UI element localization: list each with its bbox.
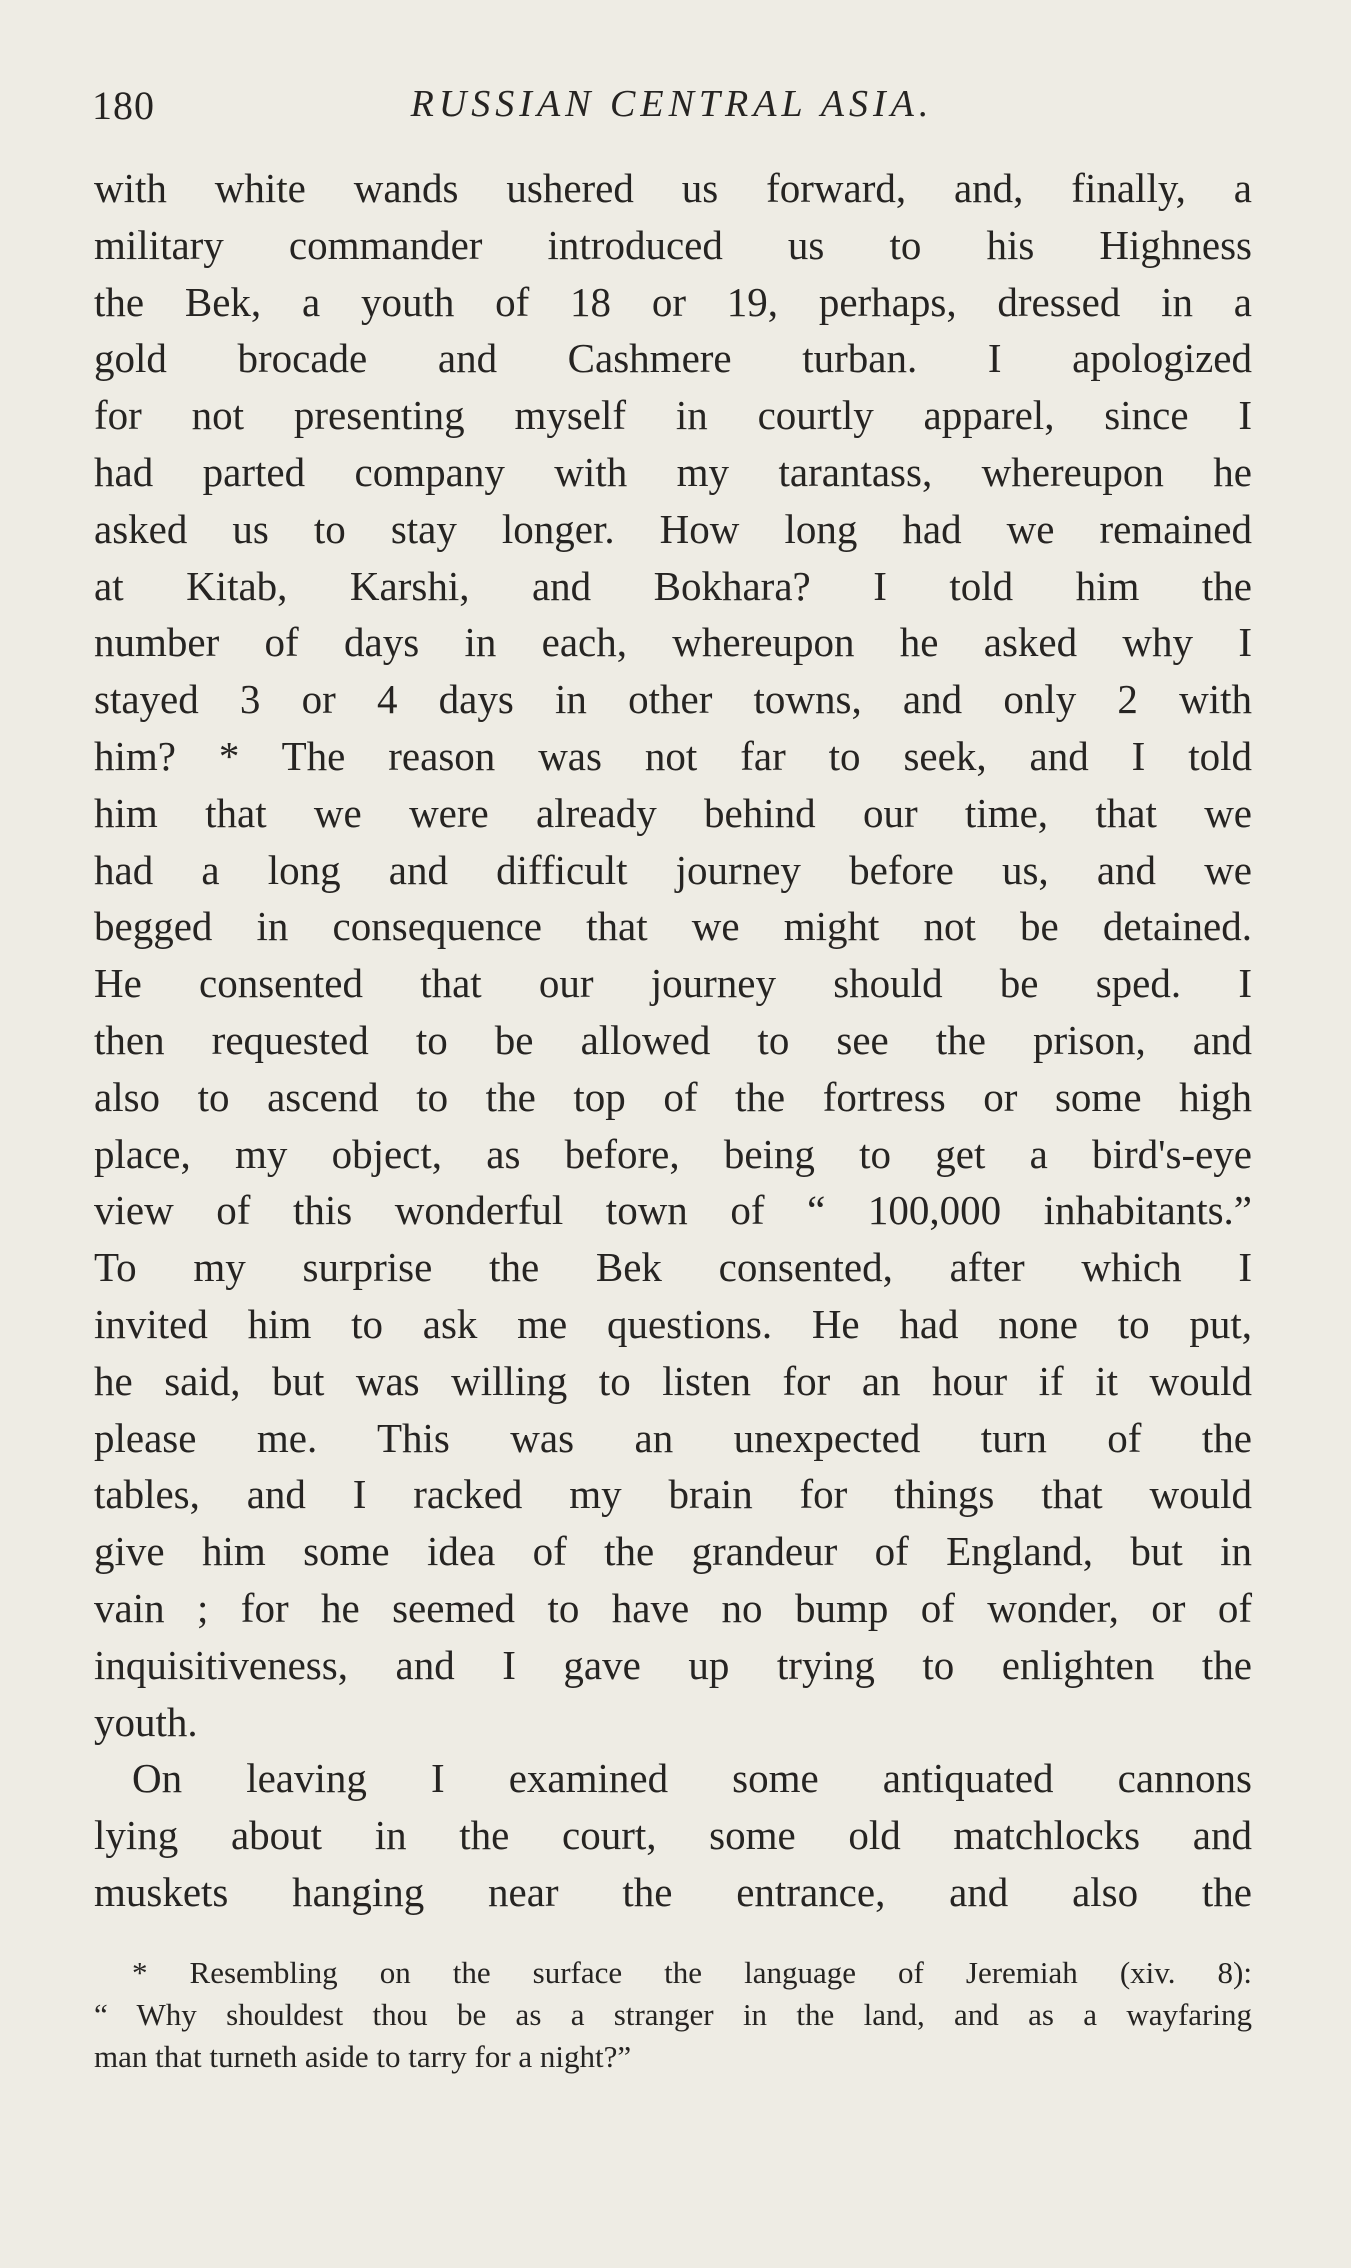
running-title: RUSSIAN CENTRAL ASIA. bbox=[410, 83, 934, 125]
text-line: lying about in the court, some old matchlocks and bbox=[94, 1812, 1252, 1859]
text-line: stayed 3 or 4 days in other towns, and only 2 with bbox=[94, 676, 1252, 723]
body-text bbox=[94, 160, 1252, 1921]
text-line: give him some idea of the grandeur of England, but in bbox=[94, 1528, 1252, 1575]
page-header bbox=[92, 82, 1252, 142]
footnote-line: “ Why shouldest thou be as a stranger in the land, and as a wayfaring bbox=[94, 1997, 1252, 2032]
text-line: him that we were already behind our time, that we bbox=[94, 789, 1252, 836]
text-line: with white wands ushered us forward, and, finally, a bbox=[94, 165, 1252, 211]
text-line: please me. This was an unexpected turn of the bbox=[94, 1414, 1252, 1461]
text-line: inquisitiveness, and I gave up trying to enlighten the bbox=[94, 1641, 1252, 1688]
text-line: had a long and difficult journey before us, and we bbox=[94, 846, 1252, 893]
text-line: gold brocade and Cashmere turban. I apologized bbox=[94, 335, 1252, 382]
text-line: To my surprise the Bek consented, after which I bbox=[94, 1244, 1252, 1291]
text-line: had parted company with my tarantass, whereupon he bbox=[94, 448, 1252, 495]
text-line: vain ; for he seemed to have no bump of wonder, or of bbox=[94, 1584, 1252, 1631]
text-line: invited him to ask me questions. He had none to put, bbox=[94, 1300, 1252, 1347]
text-line: tables, and I racked my brain for things that would bbox=[94, 1471, 1252, 1518]
text-line: he said, but was willing to listen for an hour if it would bbox=[94, 1357, 1252, 1404]
text-line: also to ascend to the top of the fortress or some high bbox=[94, 1073, 1252, 1120]
text-line: military commander introduced us to his Highness bbox=[94, 221, 1252, 268]
text-line: then requested to be allowed to see the prison, and bbox=[94, 1016, 1252, 1063]
page-number: 180 bbox=[92, 83, 155, 128]
paragraph-start-line: On leaving I examined some antiquated cannons bbox=[132, 1755, 1252, 1802]
text-line: begged in consequence that we might not be detained. bbox=[94, 903, 1252, 950]
text-line: for not presenting myself in courtly apparel, since I bbox=[94, 392, 1252, 439]
footnote bbox=[94, 1952, 1252, 2078]
footnote-line: man that turneth aside to tarry for a night?” bbox=[94, 2039, 632, 2074]
text-line: the Bek, a youth of 18 or 19, perhaps, dressed in a bbox=[94, 278, 1252, 325]
text-line: him? * The reason was not far to seek, and I told bbox=[94, 732, 1252, 779]
text-line: place, my object, as before, being to get a bird's-eye bbox=[94, 1130, 1252, 1177]
text-line: view of this wonderful town of “ 100,000 inhabitants.” bbox=[94, 1187, 1252, 1234]
text-line: at Kitab, Karshi, and Bokhara? I told him the bbox=[94, 562, 1252, 609]
text-line: youth. bbox=[94, 1698, 198, 1745]
text-line: He consented that our journey should be sped. I bbox=[94, 960, 1252, 1007]
text-line: muskets hanging near the entrance, and also the bbox=[94, 1868, 1252, 1915]
footnote-line: * Resembling on the surface the language of Jeremiah (xiv. 8): bbox=[132, 1955, 1252, 1990]
text-line: asked us to stay longer. How long had we remained bbox=[94, 505, 1252, 552]
text-line: number of days in each, whereupon he asked why I bbox=[94, 619, 1252, 666]
